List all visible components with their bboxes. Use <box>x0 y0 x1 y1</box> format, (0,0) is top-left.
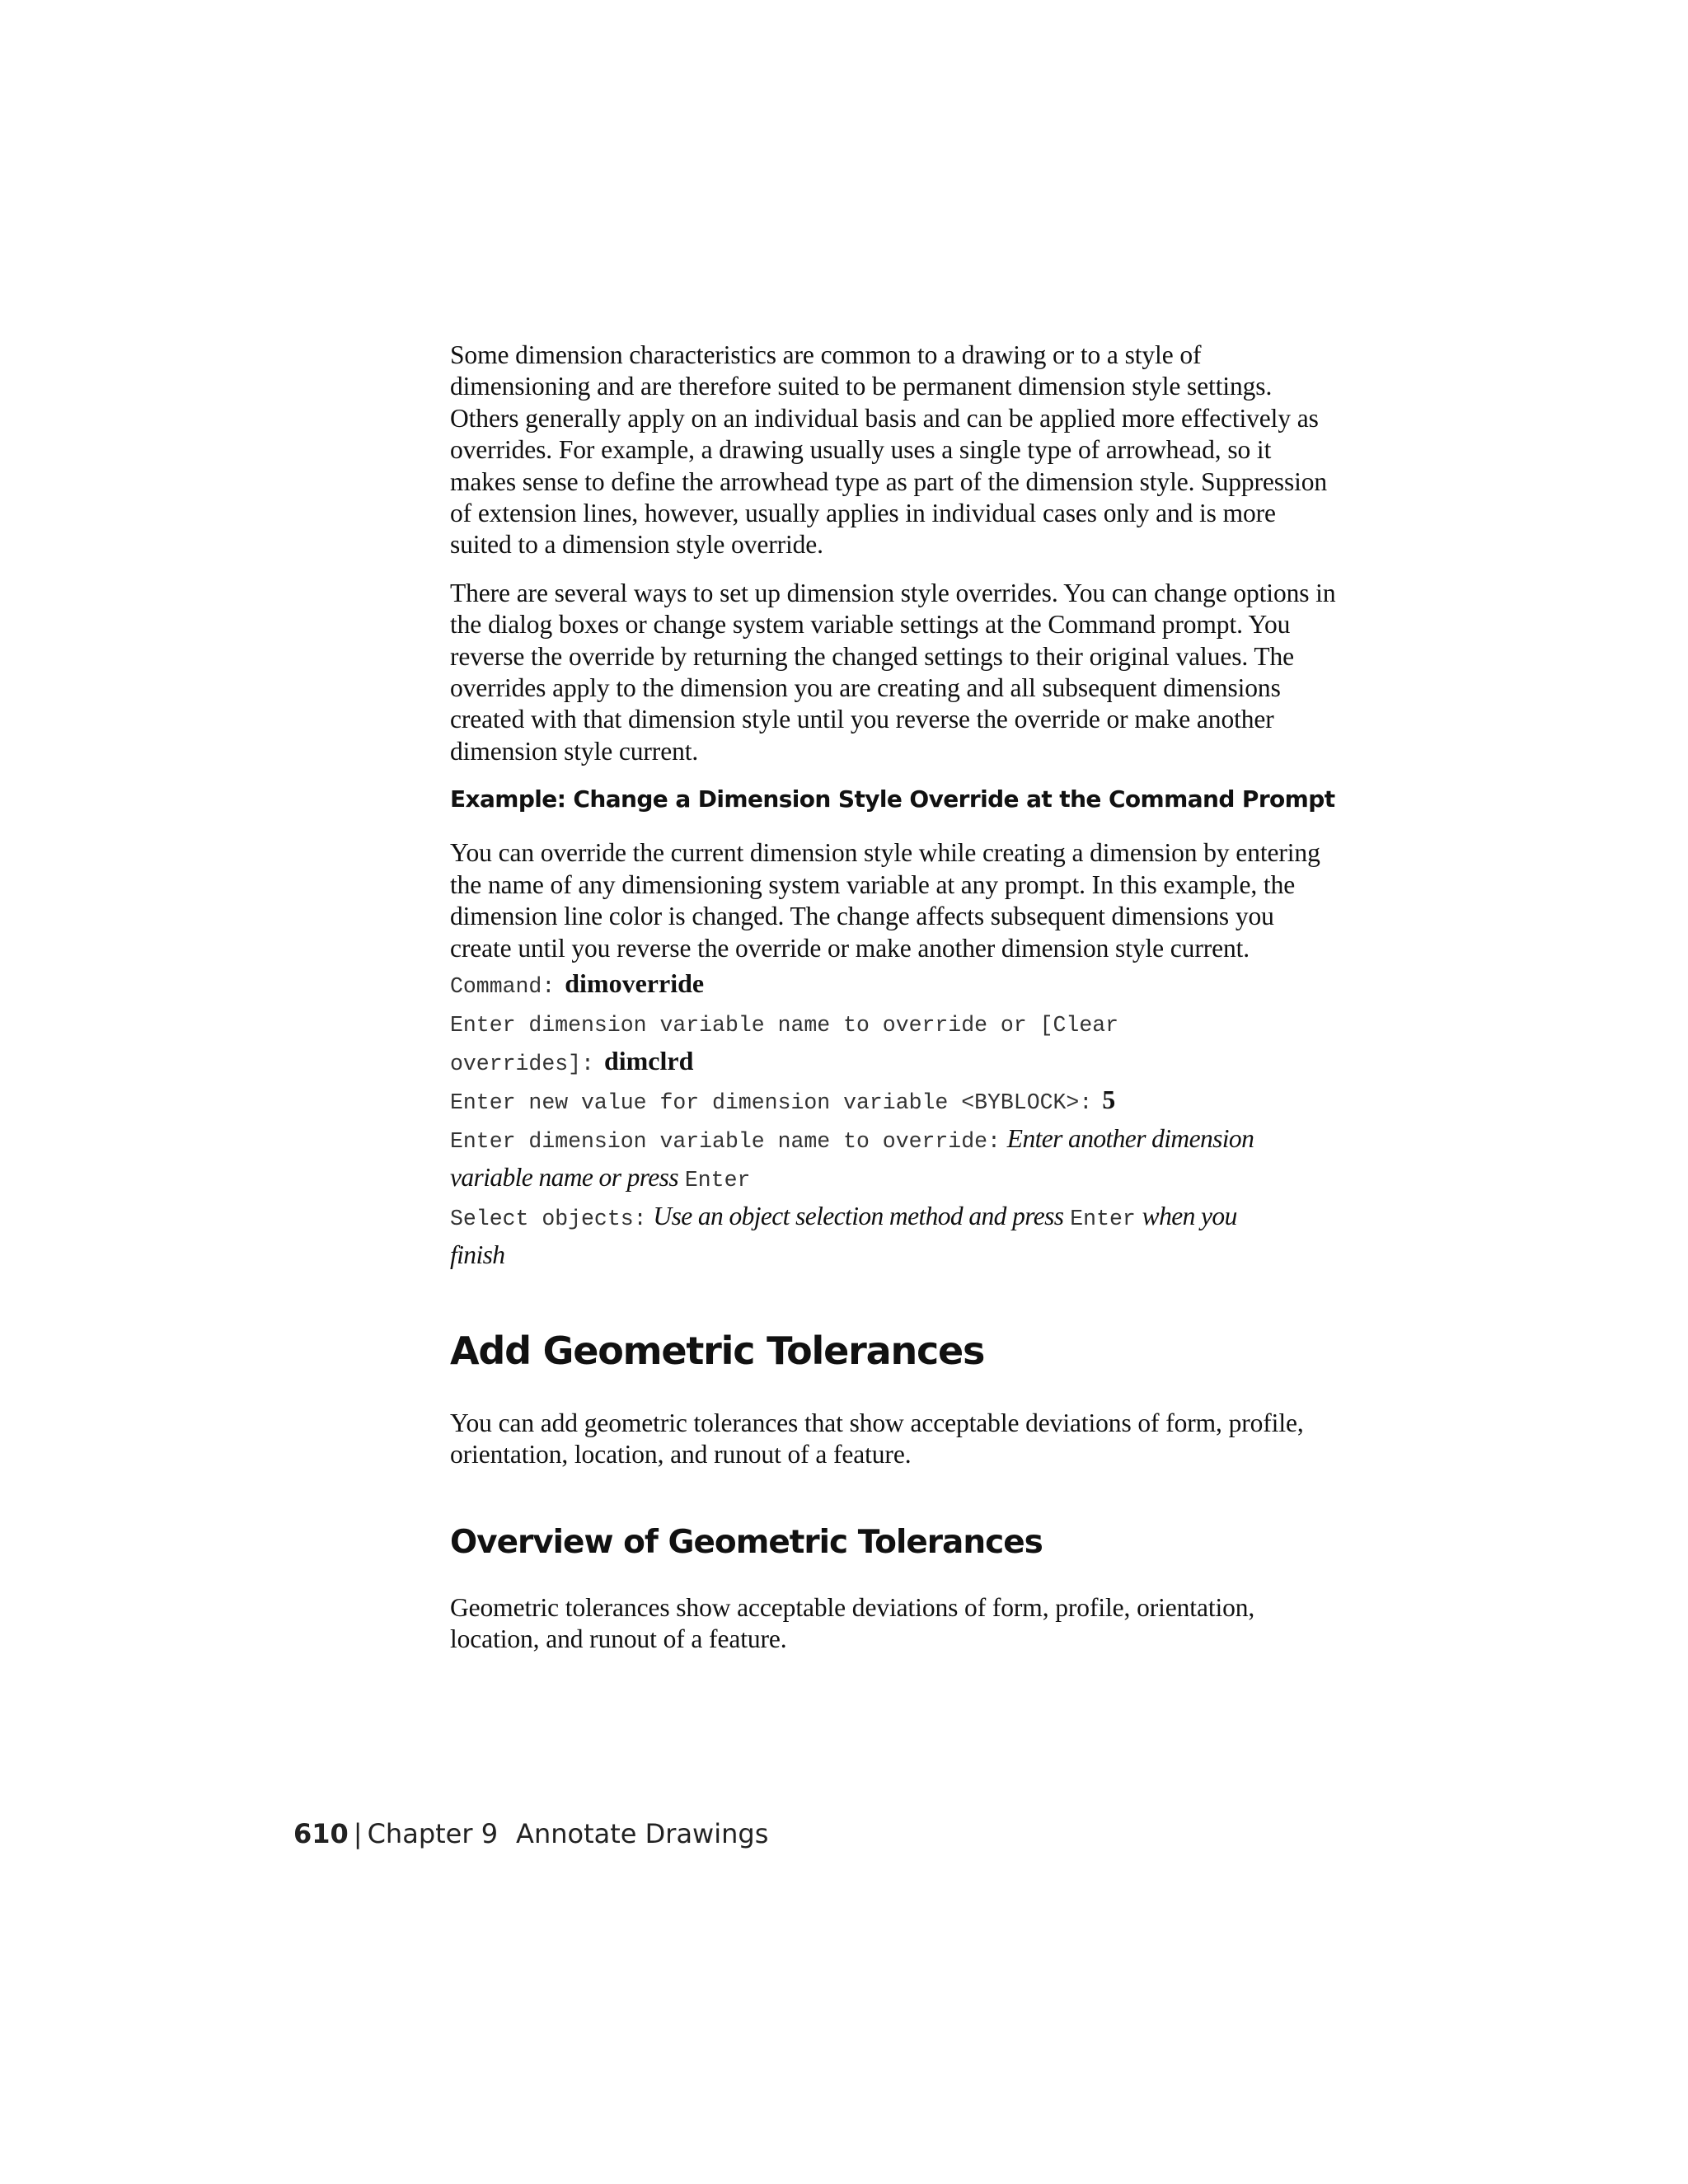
example-heading: Example: Change a Dimension Style Override at the Command Prompt <box>450 785 1335 813</box>
command-line-2-continued <box>450 1043 1340 1082</box>
command-prompt: Enter dimension variable name to override: <box>450 1128 1001 1154</box>
subsection-heading: Overview of Geometric Tolerances <box>450 1523 1043 1561</box>
command-line-5 <box>450 1198 1340 1237</box>
command-instruction: finish <box>450 1240 505 1269</box>
page-number: 610 <box>293 1818 349 1849</box>
command-input: dimclrd <box>603 1045 694 1076</box>
command-sequence <box>450 966 1340 1272</box>
command-line-1 <box>450 966 1340 1005</box>
intro-paragraph-1: Some dimension characteristics are common to a drawing or to a style of dimensioning and are therefore suited to be permanent dimension style settings. Others generally apply on an individual basis and can be applied more effectively as overrides. For example, a drawing usually uses a single type of arrowhead, so it makes sense to define the arrowhead type as part of the dimension style. Suppression of extension lines, however, usually applies in individual cases only and is more suited to a dimension style override. <box>450 340 1328 560</box>
key-name: Enter <box>1070 1206 1136 1231</box>
command-prompt: Command: <box>450 973 556 999</box>
subsection-paragraph: Geometric tolerances show acceptable deviations of form, profile, orientation, location, and runout of a feature. <box>450 1592 1255 1654</box>
command-prompt: Select objects: <box>450 1206 647 1231</box>
footer-separator: | <box>353 1818 363 1849</box>
section-paragraph: You can add geometric tolerances that show acceptable deviations of form, profile, orientation, location, and runout of a feature. <box>450 1408 1304 1469</box>
command-line-4-continued <box>450 1160 1340 1198</box>
command-prompt: Enter new value for dimension variable <BYBLOCK>: <box>450 1090 1093 1115</box>
command-line-3 <box>450 1082 1340 1121</box>
section-heading: Add Geometric Tolerances <box>450 1328 985 1373</box>
intro-paragraph-2: There are several ways to set up dimension style overrides. You can change options in the dialog boxes or change system variable settings at the Command prompt. You reverse the override by returning the changed settings to their original values. The overrides apply to the dimension you are creating and all subsequent dimensions created with that dimension style until you reverse the override or make another dimension style current. <box>450 578 1336 766</box>
command-line-2 <box>450 1005 1340 1043</box>
chapter-title: Annotate Drawings <box>516 1818 769 1849</box>
command-line-5-continued <box>450 1237 1340 1272</box>
command-instruction: variable name or press <box>450 1162 678 1192</box>
page-footer <box>293 1818 768 1849</box>
key-name: Enter <box>684 1167 751 1193</box>
example-description: You can override the current dimension style while creating a dimension by entering the name of any dimensioning system variable at any prompt. In this example, the dimension line color is changed. The change affects subsequent dimensions you create until you reverse the override or make another dimension style current. <box>450 838 1320 963</box>
command-input: dimoverride <box>565 968 705 998</box>
command-input: 5 <box>1102 1084 1116 1114</box>
command-line-4 <box>450 1121 1340 1160</box>
command-instruction: Enter another dimension <box>1006 1123 1254 1153</box>
command-instruction: when you <box>1142 1201 1237 1230</box>
chapter-label: Chapter 9 <box>367 1818 499 1849</box>
command-instruction: Use an object selection method and press <box>653 1201 1064 1230</box>
page-content <box>450 340 1340 1672</box>
command-prompt: overrides]: <box>450 1051 594 1076</box>
command-prompt: Enter dimension variable name to override or [Clear <box>450 1012 1119 1038</box>
